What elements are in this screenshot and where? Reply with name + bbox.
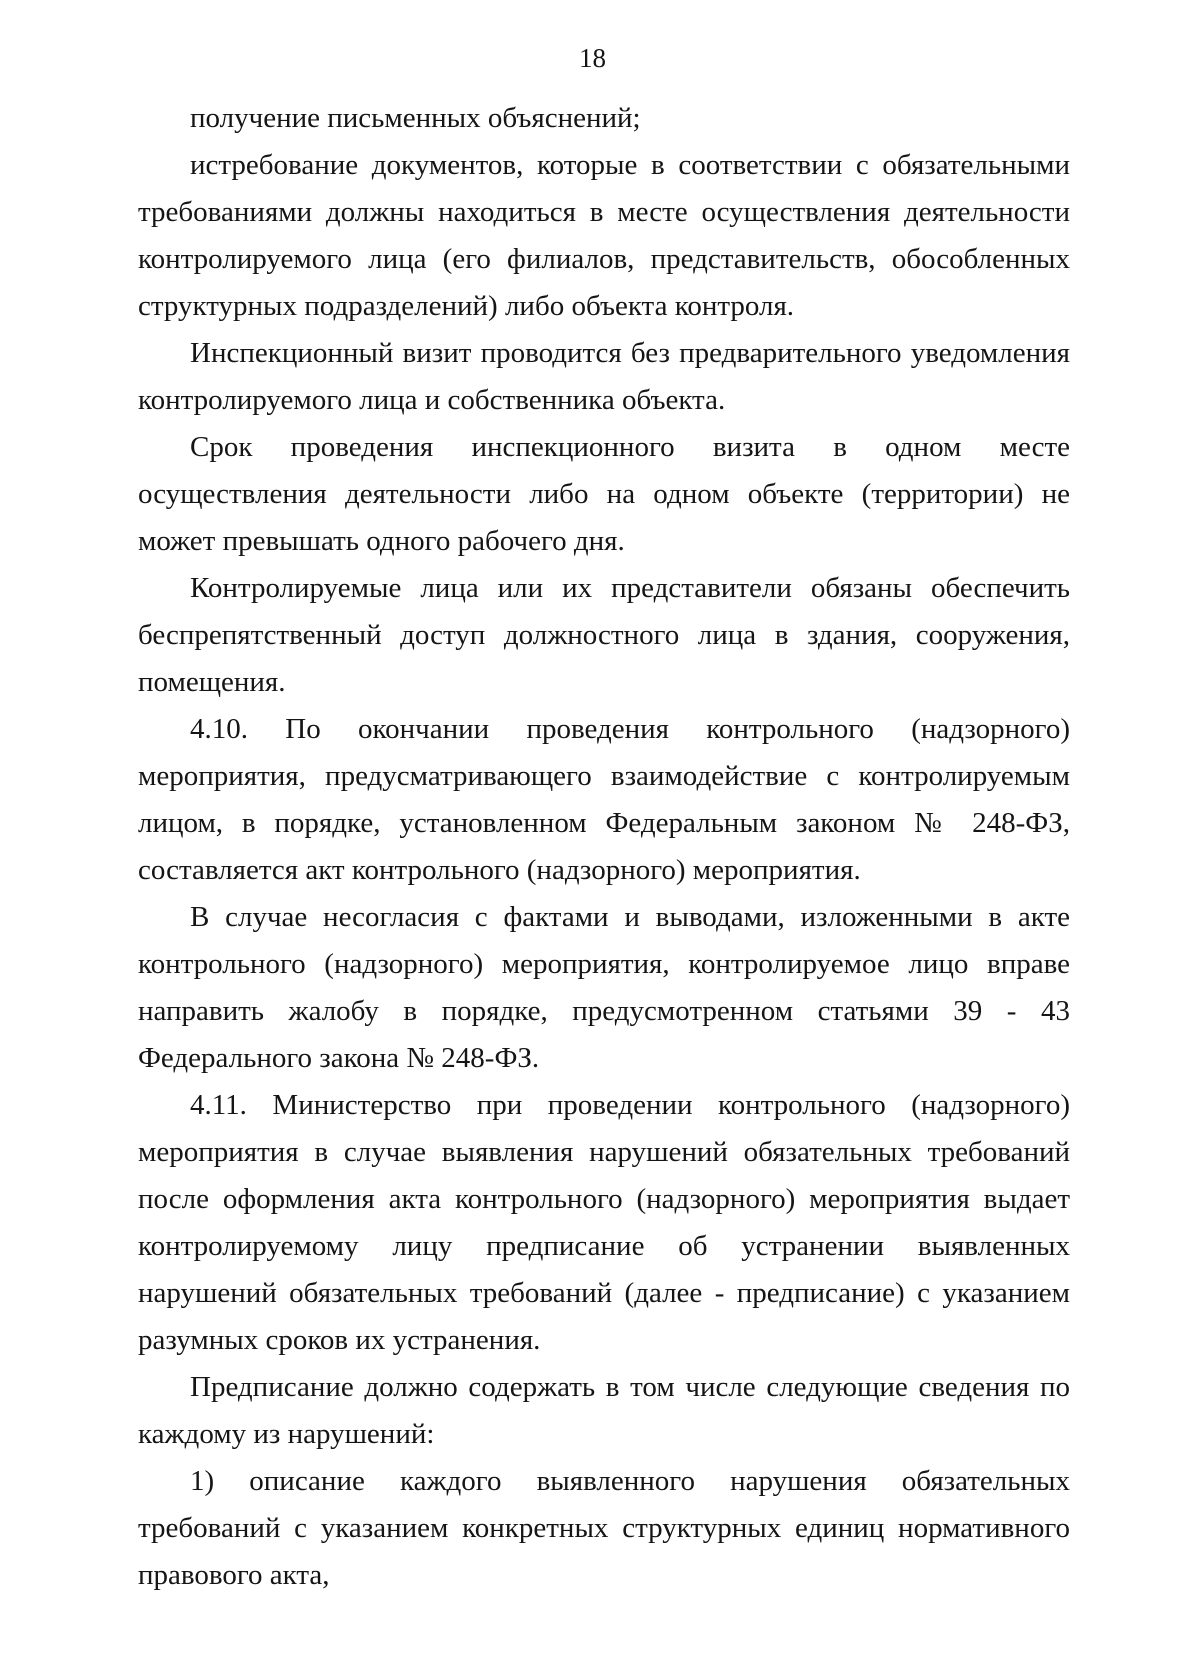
paragraph-inspection-visit-notice: Инспекционный визит проводится без предварительного уведомления контролируемого лица и собственника объекта. (138, 337, 1070, 416)
paragraph-prescription-contents: Предписание должно содержать в том числе следующие сведения по каждому из нарушений: (138, 1371, 1070, 1450)
paragraph-violation-description: 1) описание каждого выявленного нарушения обязательных требований с указанием конкретных структурных единиц нормативного правового акта, (138, 1465, 1070, 1591)
paragraph-4-11-prescription: 4.11. Министерство при проведении контрольного (надзорного) мероприятия в случае выявления нарушений обязательных требований после оформления акта контрольного (надзорного) мероприятия выдает контролируемому лицу предписание об устранении выявленных нарушений обязательных требований (далее - предписание) с указанием разумных сроков их устранения. (138, 1089, 1070, 1356)
paragraph-complaint: В случае несогласия с фактами и выводами, изложенными в акте контрольного (надзорного) мероприятия, контролируемое лицо вправе направить жалобу в порядке, предусмотренном статьями 39 - 43 Федерального закона № 248-ФЗ. (138, 901, 1070, 1074)
document-body (138, 95, 1070, 1599)
paragraph-written-explanations: получение письменных объяснений; (190, 102, 641, 134)
paragraph-4-10-act: 4.10. По окончании проведения контрольного (надзорного) мероприятия, предусматривающего взаимодействие с контролируемым лицом, в порядке, установленном Федеральным законом № 248-ФЗ, составляется акт контрольного (надзорного) мероприятия. (138, 713, 1070, 886)
page-number: 18 (579, 43, 606, 73)
paragraph-inspection-visit-term: Срок проведения инспекционного визита в одном месте осуществления деятельности либо на одном объекте (территории) не может превышать одного рабочего дня. (138, 431, 1070, 557)
paragraph-document-request: истребование документов, которые в соответствии с обязательными требованиями должны находиться в месте осуществления деятельности контролируемого лица (его филиалов, представительств, обособленных структурных подразделений) либо объекта контроля. (138, 149, 1070, 322)
paragraph-access-obligation: Контролируемые лица или их представители обязаны обеспечить беспрепятственный доступ должностного лица в здания, сооружения, помещения. (138, 572, 1070, 698)
